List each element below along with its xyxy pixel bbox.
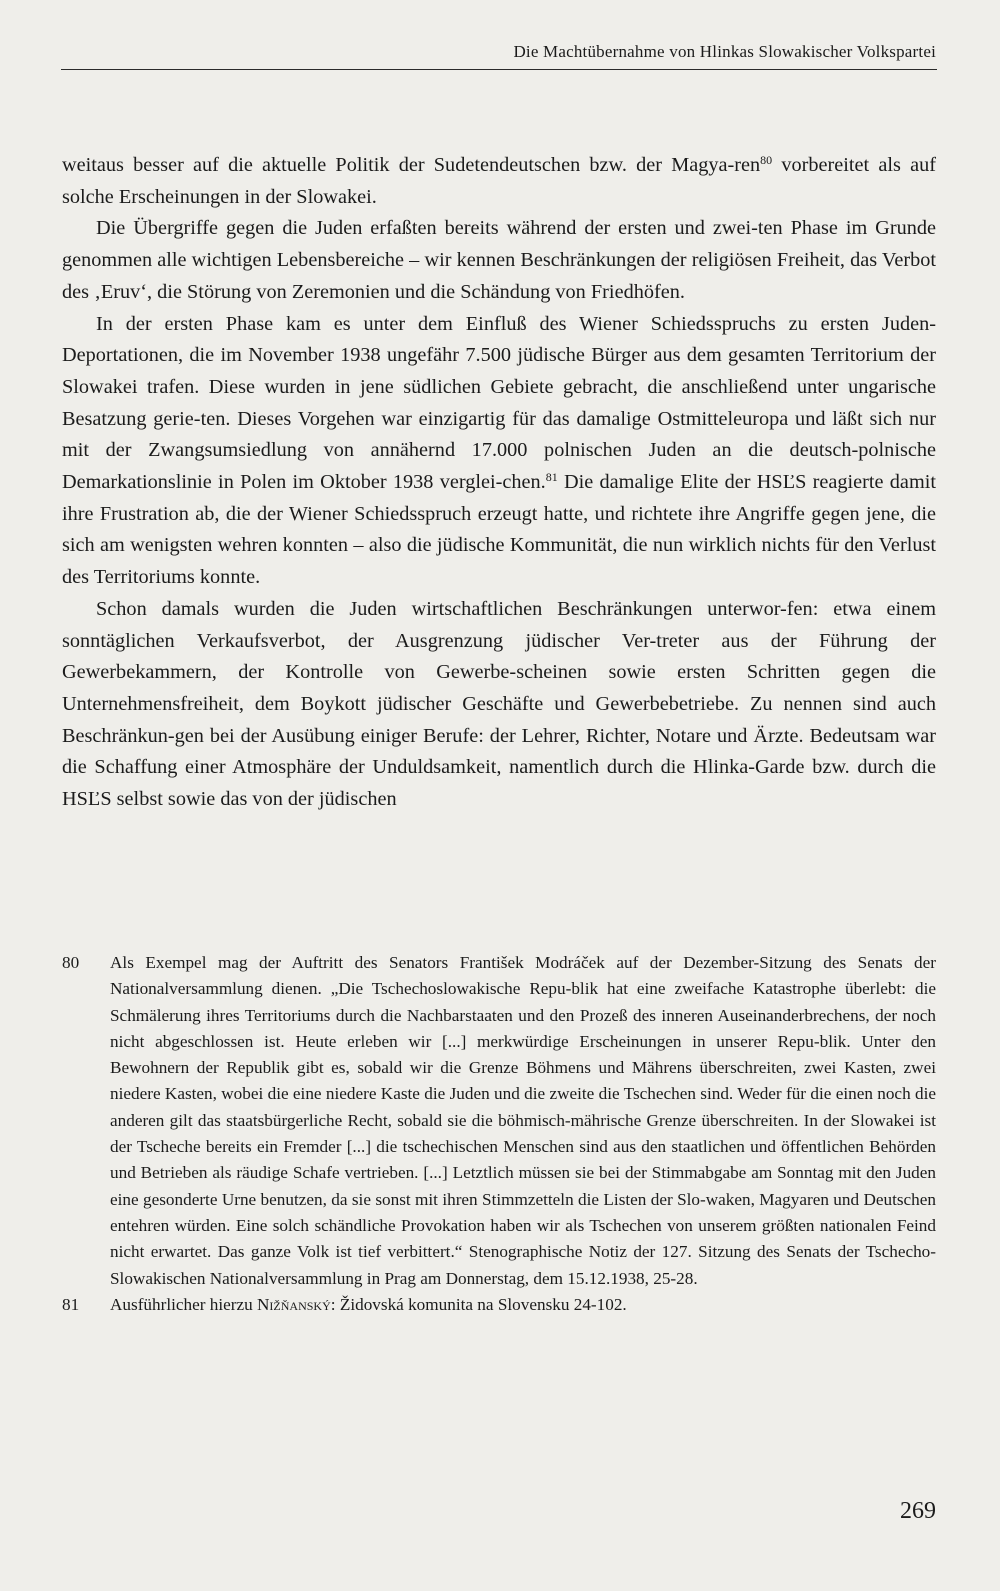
paragraph	[62, 309, 936, 594]
header-rule	[61, 69, 937, 70]
footnote-number: 81	[62, 1294, 80, 1314]
footnote-81	[62, 1292, 936, 1318]
footnote-ref-81: 81	[545, 470, 558, 485]
page-number: 269	[900, 1498, 936, 1524]
text-run: vorbereitet als auf solche Erscheinungen in der Slowakei.	[62, 154, 936, 208]
footnote-text: Als Exempel mag der Auftritt des Senators František Modráček auf der Dezember-Sitzung des Senats der Nationalversammlung dienen. „Die Tschechoslowakische Repu-blik hat eine zweifache Katastrophe überlebt: die Schmälerung ihres Territoriums durch die Nachbarstaaten und den Prozeß des inneren Auseinanderbrechens, der noch nicht abgeschlossen ist. Heute erleben wir [...] merkwürdige Erscheinungen in unserer Repu-blik. Unter den Bewohnern der Republik gibt es, sobald wir die Grenze Böhmens und Mährens überschreiten, zwei Kasten, zwei niedere Kasten, wobei die eine niedere Kaste die Juden und die zweite die Tschechen sind. Weder für die einen noch die anderen gilt das staatsbürgerliche Recht, sobald sie die böhmisch-mährische Grenze überschreiten. In der Slowakei ist der Tscheche bereits ein Fremder [...] die tschechischen Menschen sind aus den staatlichen und öffentlichen Behörden und Betrieben als räudige Schafe vertrieben. [...] Letztlich müssen sie bei der Stimmabgabe am Sonntag mit den Juden eine gesonderte Urne benutzen, da sie sonst mit ihren Stimmzetteln die Listen der Slo-waken, Magyaren und Deutschen entehren würden. Eine solch schändliche Provokation haben wir als Tschechen von unserem größten nationalen Feind nicht erwartet. Das ganze Volk ist tief verbittert.“ Stenographische Notiz der 127. Sitzung des Senats der Tschecho-Slowakischen Nationalversammlung in Prag am Donnerstag, dem 15.12.1938, 25-28.	[110, 953, 936, 1288]
paragraph	[62, 150, 936, 213]
footnote-author: Nižňanský	[257, 1294, 331, 1314]
footnote-ref-80: 80	[760, 153, 773, 167]
footnote-80	[62, 950, 936, 1292]
main-text	[62, 150, 936, 816]
footnote-text: Ausführlicher hierzu	[110, 1294, 257, 1314]
footnotes	[62, 950, 936, 1318]
paragraph: Schon damals wurden die Juden wirtschaftlichen Beschränkungen unterwor-fen: etwa einem sonntäglichen Verkaufsverbot, der Ausgrenzung jüdischer Ver-treter aus der Führung der Gewerbekammern, der Kontrolle von Gewerbe-scheinen sowie ersten Schritten gegen die Unternehmensfreiheit, dem Boykott jüdischer Geschäfte und Gewerbebetriebe. Zu nennen sind auch Beschränkun-gen bei der Ausübung einiger Berufe: der Lehrer, Richter, Notare und Ärzte. Bedeutsam war die Schaffung einer Atmosphäre der Unduldsamkeit, namentlich durch die Hlinka-Garde bzw. durch die HSĽS selbst sowie das von der jüdischen	[62, 597, 936, 811]
footnote-number: 80	[62, 953, 80, 972]
footnote-text: : Židovská komunita na Slovensku 24-102.	[330, 1294, 627, 1314]
running-title: Die Machtübernahme von Hlinkas Slowakischer Volkspartei	[513, 42, 936, 61]
text-run: Die damalige Elite der HSĽS reagierte damit ihre Frustration ab, die der Wiener Schiedsspruch erzeugt hatte, und richtete ihre Angriffe gegen jene, die sich am wenigsten wehren konnten – also die jüdische Kommunität, die nun wirklich nichts für den Verlust des Territoriums konnte.	[62, 471, 936, 589]
paragraph: Die Übergriffe gegen die Juden erfaßten bereits während der ersten und zwei-ten Phase im Grunde genommen alle wichtigen Lebensbereiche – wir kennen Beschränkungen der religiösen Freiheit, das Verbot des ‚Eruv‘, die Störung von Zeremonien und die Schändung von Friedhöfen.	[62, 217, 936, 303]
text-run: In der ersten Phase kam es unter dem Einfluß des Wiener Schiedsspruchs zu ersten Juden-Deportationen, die im November 1938 ungefähr 7.500 jüdische Bürger aus dem gesamten Territorium der Slowakei trafen. Diese wurden in jene südlichen Gebiete gebracht, die anschließend unter ungarische Besatzung gerie-ten. Dieses Vorgehen war einzigartig für das damalige Ostmitteleuropa und läßt sich nur mit der Zwangsumsiedlung von annähernd 17.000 polnischen Juden an die deutsch-polnische Demarkationslinie in Polen im Oktober 1938 verglei-chen.	[62, 312, 936, 494]
text-run: weitaus besser auf die aktuelle Politik der Sudetendeutschen bzw. der Magya-ren	[62, 154, 761, 176]
